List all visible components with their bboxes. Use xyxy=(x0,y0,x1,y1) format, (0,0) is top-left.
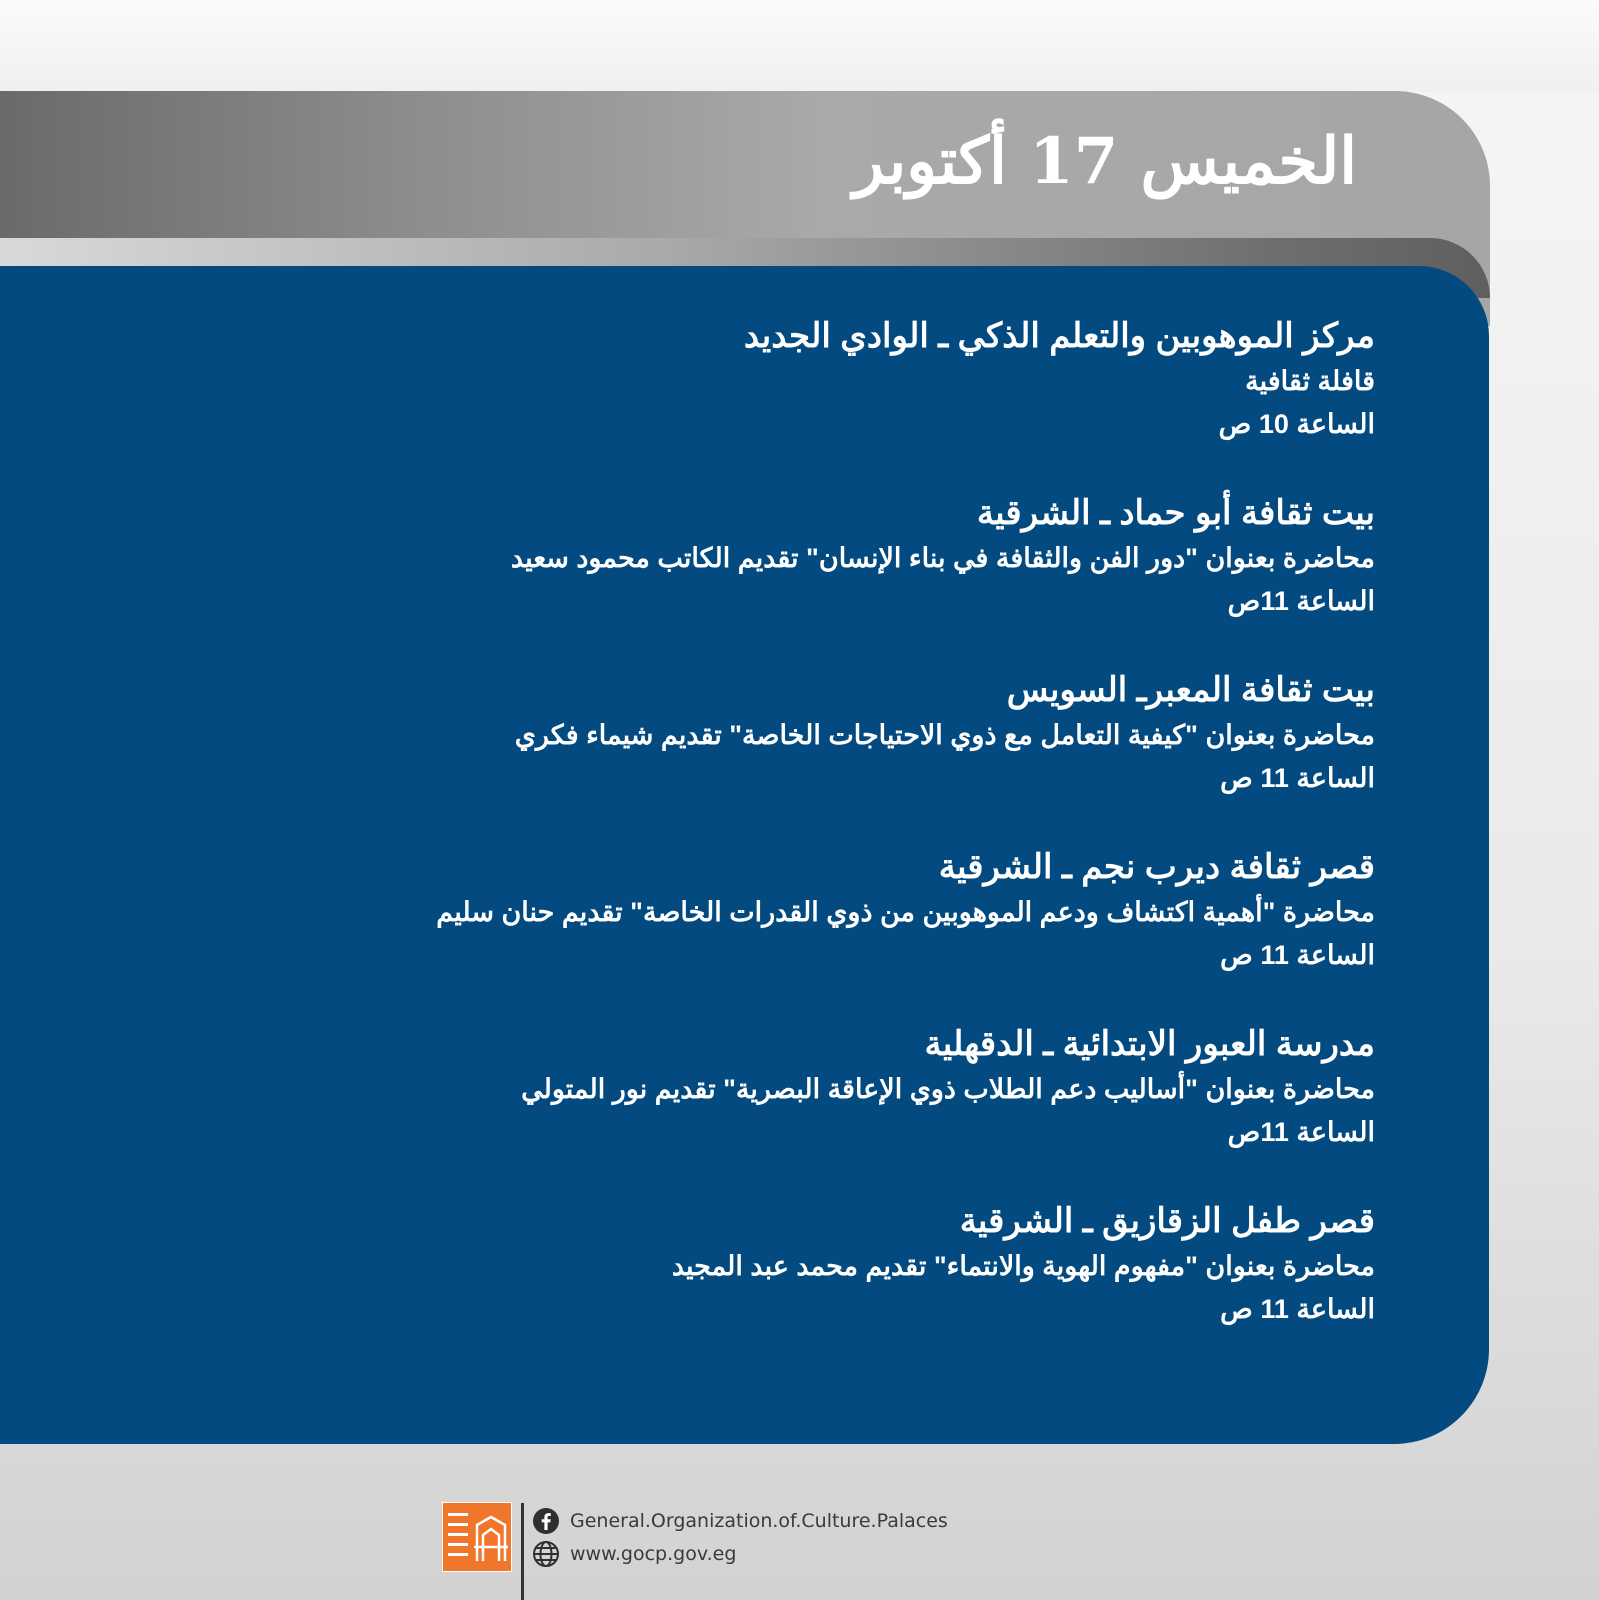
footer xyxy=(440,1498,960,1600)
event-time: الساعة 10 ص xyxy=(1218,409,1375,439)
facebook-link[interactable] xyxy=(532,1507,948,1535)
event-item xyxy=(295,312,1375,446)
logo-mark-icon xyxy=(443,1503,511,1571)
footer-divider xyxy=(521,1503,524,1600)
website-link[interactable] xyxy=(532,1540,736,1568)
event-item xyxy=(295,1020,1375,1154)
event-venue: بيت ثقافة أبو حماد ـ الشرقية xyxy=(976,494,1375,532)
event-description: محاضرة بعنوان "كيفية التعامل مع ذوي الاحتياجات الخاصة" تقديم شيماء فكري xyxy=(514,720,1375,750)
event-venue: قصر ثقافة ديرب نجم ـ الشرقية xyxy=(938,848,1375,886)
event-venue: قصر طفل الزقازيق ـ الشرقية xyxy=(959,1202,1375,1240)
event-description: محاضرة "أهمية اكتشاف ودعم الموهوبين من ذوي القدرات الخاصة" تقديم حنان سليم xyxy=(436,897,1375,927)
event-description: محاضرة بعنوان "أساليب دعم الطلاب ذوي الإعاقة البصرية" تقديم نور المتولي xyxy=(521,1074,1375,1104)
event-description: محاضرة بعنوان "دور الفن والثقافة في بناء الإنسان" تقديم الكاتب محمود سعيد xyxy=(510,543,1375,573)
event-time: الساعة 11 ص xyxy=(1220,763,1375,793)
event-item xyxy=(295,666,1375,800)
background-top xyxy=(0,0,1599,92)
event-description: قافلة ثقافية xyxy=(1245,366,1375,396)
event-time: الساعة 11 ص xyxy=(1220,1294,1375,1324)
event-time: الساعة 11ص xyxy=(1227,1117,1375,1147)
organization-logo xyxy=(442,1502,512,1572)
event-description: محاضرة بعنوان "مفهوم الهوية والانتماء" تقديم محمد عبد المجيد xyxy=(671,1251,1375,1281)
website-text: www.gocp.gov.eg xyxy=(570,1543,737,1565)
globe-icon xyxy=(532,1540,560,1568)
event-item xyxy=(295,1197,1375,1331)
event-venue: مركز الموهوبين والتعلم الذكي ـ الوادي الجديد xyxy=(743,317,1375,355)
event-venue: مدرسة العبور الابتدائية ـ الدقهلية xyxy=(924,1025,1375,1063)
event-item xyxy=(295,843,1375,977)
events-list xyxy=(295,312,1375,1374)
event-time: الساعة 11ص xyxy=(1227,586,1375,616)
event-venue: بيت ثقافة المعبرـ السويس xyxy=(1006,671,1375,709)
facebook-icon xyxy=(532,1507,560,1535)
page-title: الخميس 17 أكتوبر xyxy=(853,124,1357,199)
facebook-page-text: General.Organization.of.Culture.Palaces xyxy=(570,1510,948,1532)
event-time: الساعة 11 ص xyxy=(1220,940,1375,970)
event-item xyxy=(295,489,1375,623)
